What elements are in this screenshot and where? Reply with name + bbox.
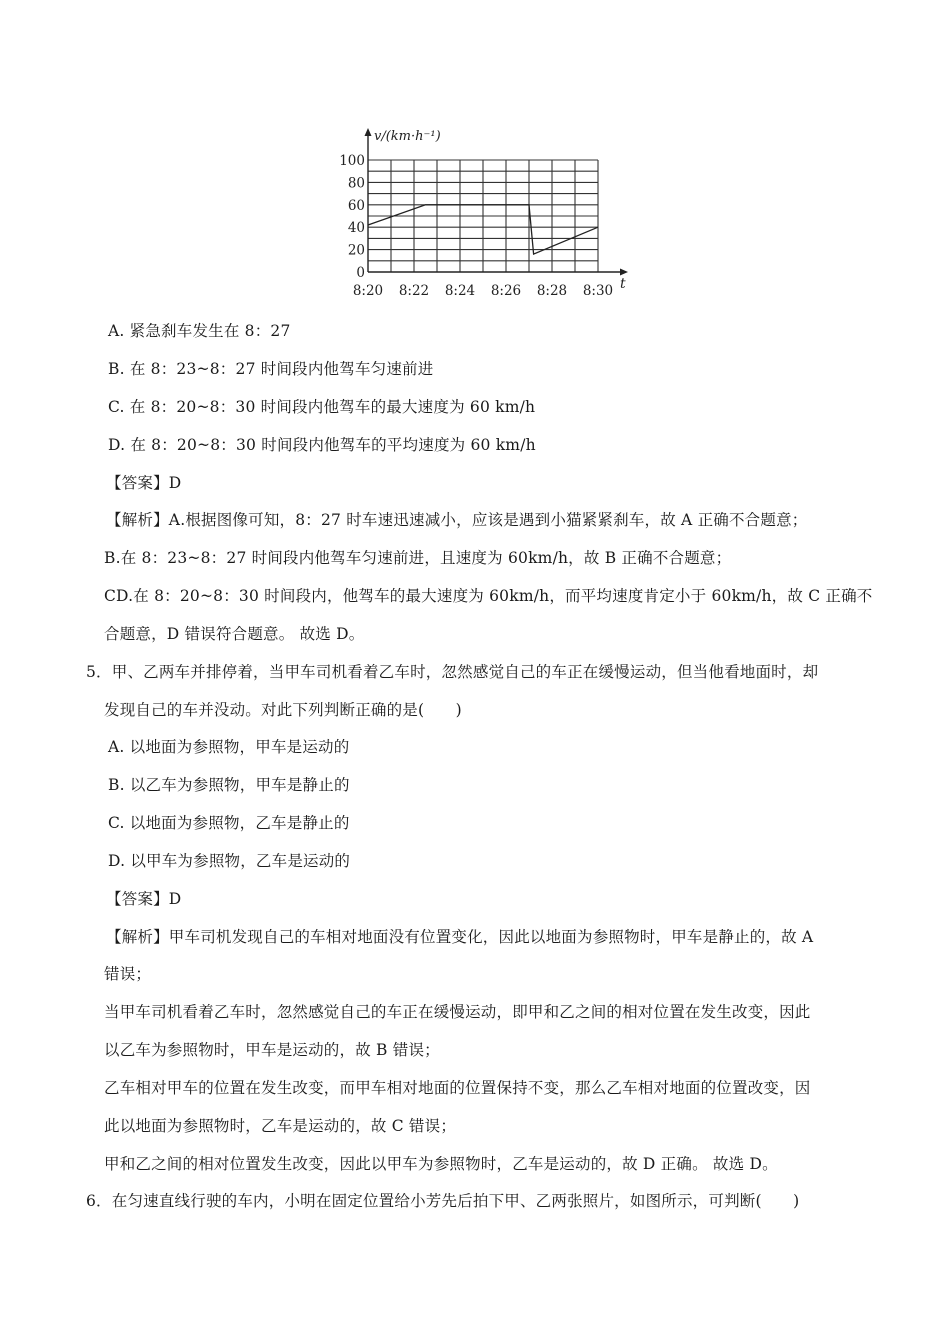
- q5-analysis-line: 乙车相对甲车的位置在发生改变，而甲车相对地面的位置保持不变，那么乙车相对地面的位置改变，因: [104, 1079, 811, 1097]
- q4-option-b: B. 在 8：23~8：27 时间段内他驾车匀速前进: [108, 360, 434, 378]
- chart-grid: [368, 160, 598, 272]
- q6-stem: 6．在匀速直线行驶的车内，小明在固定位置给小芳先后拍下甲、乙两张照片，如图所示，可判断( ): [86, 1192, 800, 1210]
- x-tick-label: 8:28: [536, 283, 568, 299]
- q4-option-c: C. 在 8：20~8：30 时间段内他驾车的最大速度为 60 km/h: [108, 398, 536, 416]
- y-axis-arrow: [365, 128, 372, 136]
- x-axis-label: t: [620, 276, 626, 292]
- q5-option-a: A. 以地面为参照物，甲车是运动的: [108, 738, 350, 756]
- y-tick-label: 20: [347, 242, 365, 259]
- q4-analysis-line: B.在 8：23~8：27 时间段内他驾车匀速前进，且速度为 60km/h，故 B 正确不合题意；: [104, 549, 732, 567]
- q5-analysis-line: 以乙车为参照物时，甲车是运动的，故 B 错误；: [104, 1041, 440, 1059]
- q5-option-c: C. 以地面为参照物，乙车是静止的: [108, 814, 350, 832]
- y-tick-label: 60: [347, 197, 365, 214]
- velocity-time-chart: [338, 118, 638, 302]
- q4-option-a: A. 紧急刹车发生在 8：27: [108, 322, 291, 340]
- q5-analysis-line: 甲和乙之间的相对位置发生改变，因此以甲车为参照物时，乙车是运动的，故 D 正确。 故选 D。: [104, 1155, 778, 1173]
- q5-stem: 发现自己的车并没动。对此下列判断正确的是( ): [104, 701, 462, 719]
- q4-option-d: D. 在 8：20~8：30 时间段内他驾车的平均速度为 60 km/h: [108, 436, 536, 454]
- y-axis-label: v/(km·h⁻¹): [374, 129, 441, 144]
- y-tick-label: 40: [347, 220, 365, 237]
- y-tick-label: 100: [339, 153, 365, 169]
- chart-axes: [365, 128, 629, 276]
- q5-answer: 【答案】D: [106, 890, 182, 908]
- y-tick-label: 0: [356, 265, 365, 281]
- x-tick-label: 8:26: [490, 283, 522, 299]
- x-tick-labels: [353, 283, 613, 299]
- y-tick-labels: [339, 153, 365, 281]
- q4-analysis-line: 合题意，D 错误符合题意。 故选 D。: [104, 625, 365, 643]
- q5-analysis-line: 当甲车司机看着乙车时，忽然感觉自己的车正在缓慢运动，即甲和乙之间的相对位置在发生改变，因此: [104, 1003, 811, 1021]
- q5-option-d: D. 以甲车为参照物，乙车是运动的: [108, 852, 351, 870]
- q4-analysis-line: 【解析】A.根据图像可知，8：27 时车速迅速减小，应该是遇到小猫紧紧刹车，故 A 正确不合题意；: [106, 511, 808, 529]
- x-tick-label: 8:22: [398, 283, 430, 299]
- q4-answer: 【答案】D: [106, 474, 182, 492]
- x-axis-arrow: [620, 269, 628, 276]
- q5-analysis-line: 【解析】甲车司机发现自己的车相对地面没有位置变化，因此以地面为参照物时，甲车是静止的，故 A: [106, 928, 814, 946]
- x-tick-label: 8:20: [352, 283, 384, 299]
- x-tick-label: 8:30: [582, 283, 614, 299]
- y-tick-label: 80: [347, 175, 365, 192]
- q5-analysis-line: 此以地面为参照物时，乙车是运动的，故 C 错误；: [104, 1117, 457, 1135]
- q4-analysis-line: CD.在 8：20~8：30 时间段内，他驾车的最大速度为 60km/h，而平均速度肯定小于 60km/h，故 C 正确不: [104, 587, 873, 605]
- x-tick-label: 8:24: [444, 283, 476, 299]
- q5-analysis-line: 错误；: [104, 965, 152, 983]
- q5-option-b: B. 以乙车为参照物，甲车是静止的: [108, 776, 350, 794]
- q5-stem: 5．甲、乙两车并排停着，当甲车司机看着乙车时，忽然感觉自己的车正在缓慢运动，但当他看地面时，却: [86, 663, 819, 681]
